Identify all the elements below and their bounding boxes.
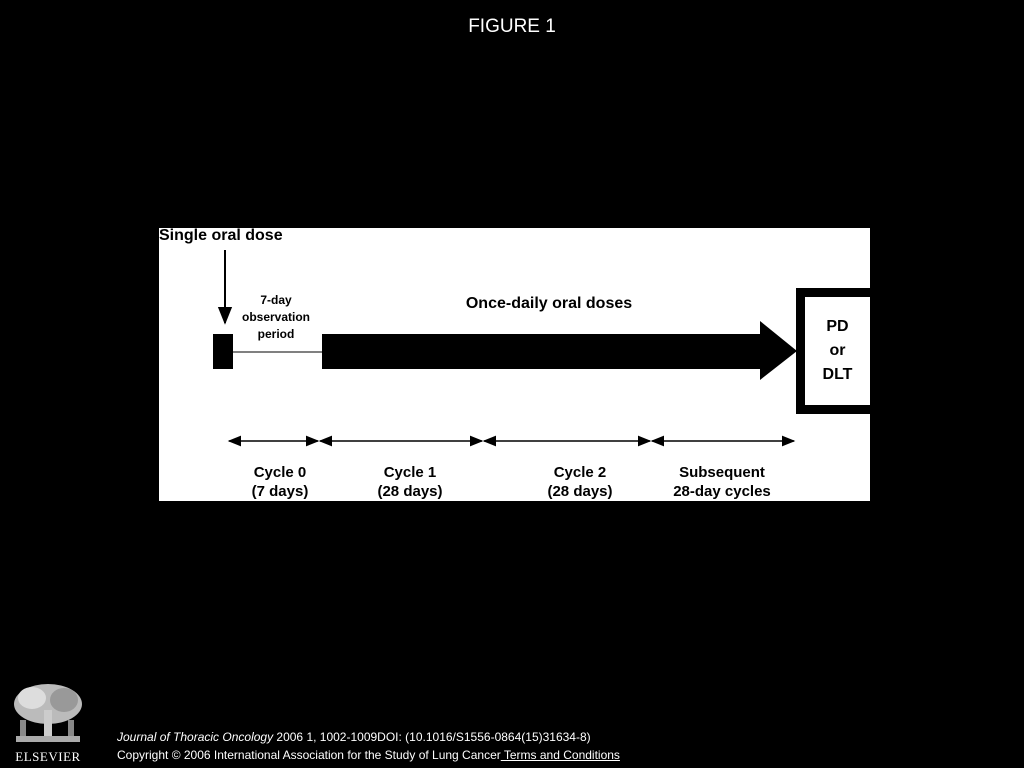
- observation-label-line1: 7-day: [260, 293, 292, 307]
- single-dose-block: [213, 334, 233, 369]
- copyright-line: [117, 748, 620, 762]
- cycle-0-name: Cycle 0: [253, 464, 307, 481]
- copyright-text: Copyright © 2006 International Association for the Study of Lung Cancer: [117, 748, 501, 762]
- cycle-2-duration: (28 days): [547, 483, 613, 500]
- cycle-1-name: Cycle 1: [383, 464, 437, 481]
- journal-name: Journal of Thoracic Oncology: [117, 730, 274, 744]
- observation-label-line3: period: [257, 327, 295, 341]
- single-dose-label: Single oral dose: [159, 228, 283, 244]
- elsevier-wordmark: ELSEVIER: [15, 749, 81, 764]
- observation-label-line2: observation: [241, 310, 311, 324]
- subsequent-cycles-name: Subsequent: [679, 464, 765, 481]
- cycle-2-name: Cycle 2: [553, 464, 607, 481]
- cycle-1-duration: (28 days): [377, 483, 443, 500]
- outcome-box: [796, 288, 870, 414]
- outcome-line-1: PD: [826, 318, 849, 335]
- citation-details: 2006 1, 1002-1009DOI: (10.1016/S1556-0864(15)31634-8): [273, 730, 591, 744]
- once-daily-doses-label: Once-daily oral doses: [465, 295, 633, 312]
- once-daily-doses-arrow: [322, 321, 797, 380]
- terms-and-conditions-link[interactable]: Terms and Conditions: [500, 748, 620, 762]
- figure-title: FIGURE 1: [468, 16, 556, 37]
- study-design-diagram: [159, 228, 870, 501]
- outcome-line-2: or: [829, 342, 846, 359]
- outcome-line-3: DLT: [822, 366, 853, 383]
- cycle-0-duration: (7 days): [251, 483, 309, 500]
- diagram-canvas: [159, 228, 870, 501]
- subsequent-cycles-duration: 28-day cycles: [673, 483, 771, 500]
- citation-line: [117, 730, 591, 744]
